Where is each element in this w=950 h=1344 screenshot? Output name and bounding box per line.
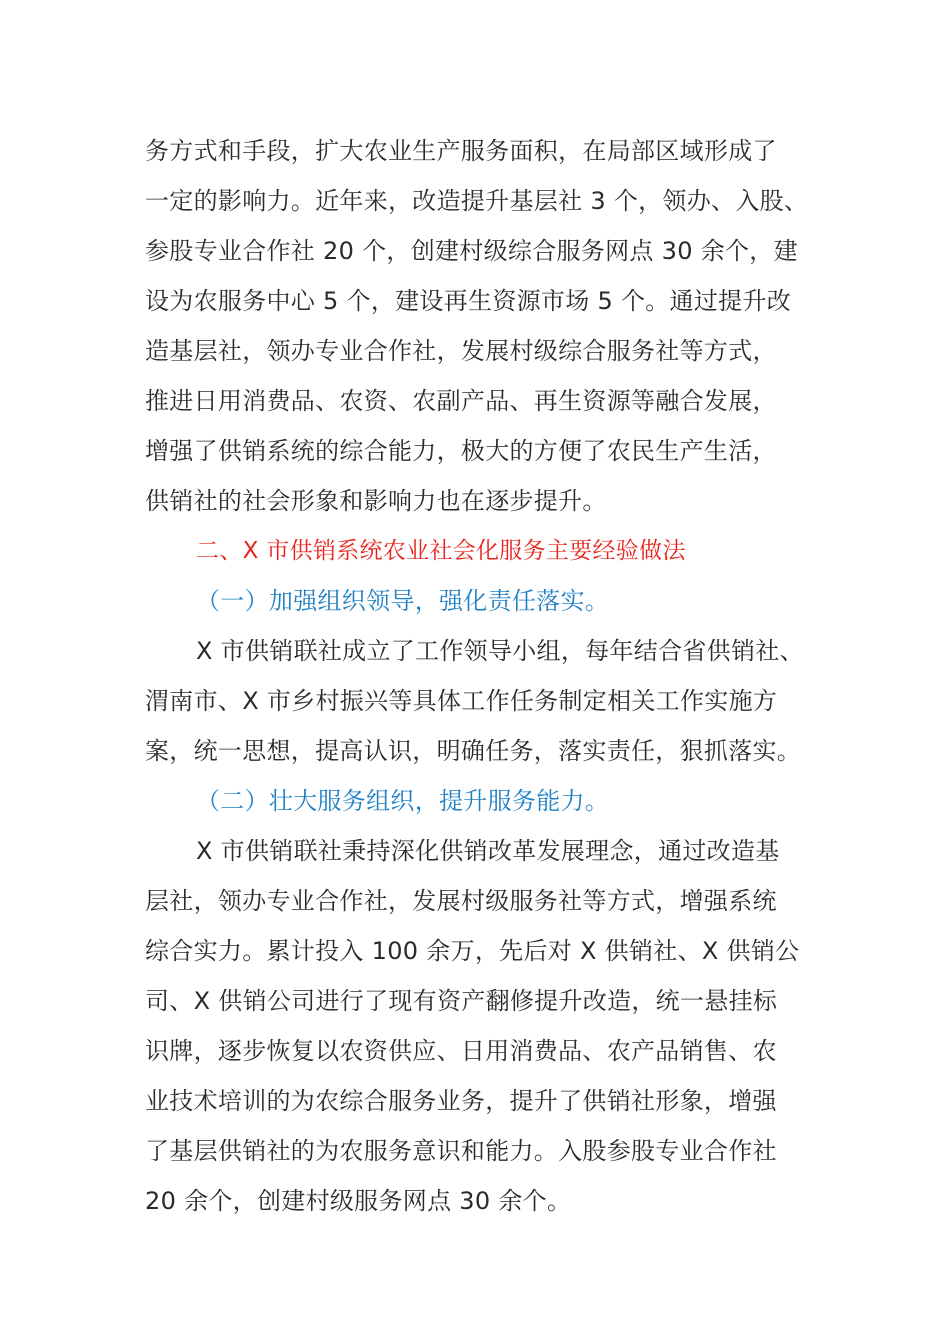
text-line: 案，统一思想，提高认识，明确任务，落实责任，狠抓落实。 (145, 737, 802, 765)
text-line: 了基层供销社的为农服务意识和能力。入股参股专业合作社 (145, 1137, 777, 1165)
text-line: 业技术培训的为农综合服务业务，提升了供销社形象，增强 (145, 1087, 777, 1115)
subsection-heading-1: （一）加强组织领导，强化责任落实。 (196, 587, 610, 615)
text-line: 增强了供销系统的综合能力，极大的方便了农民生产生活， (145, 437, 777, 465)
text-line: 推进日用消费品、农资、农副产品、再生资源等融合发展， (145, 387, 777, 415)
text-line: 供销社的社会形象和影响力也在逐步提升。 (145, 487, 607, 515)
paragraph-1 (145, 126, 810, 526)
text-line: 层社，领办专业合作社，发展村级服务社等方式，增强系统 (145, 887, 777, 915)
text-line: 综合实力。累计投入 100 余万，先后对 X 供销社、X 供销公 (145, 937, 800, 965)
text-line: 设为农服务中心 5 个，建设再生资源市场 5 个。通过提升改 (145, 287, 792, 315)
text-line: 造基层社，领办专业合作社，发展村级综合服务社等方式， (145, 337, 777, 365)
subsection-heading-2: （二）壮大服务组织，提升服务能力。 (196, 787, 610, 815)
document-body (145, 126, 810, 1226)
text-line: 务方式和手段，扩大农业生产服务面积，在局部区域形成了 (145, 137, 777, 165)
section-heading: 二、X 市供销系统农业社会化服务主要经验做法 (196, 538, 686, 564)
paragraph-3 (145, 826, 810, 1226)
text-line: 识牌，逐步恢复以农资供应、日用消费品、农产品销售、农 (145, 1037, 777, 1065)
text-line: 渭南市、X 市乡村振兴等具体工作任务制定相关工作实施方 (145, 687, 778, 715)
paragraph-2 (145, 626, 810, 776)
text-line: X 市供销联社成立了工作领导小组，每年结合省供销社、 (196, 637, 804, 665)
text-line: 一定的影响力。近年来，改造提升基层社 3 个，领办、入股、 (145, 187, 809, 215)
text-line: X 市供销联社秉持深化供销改革发展理念，通过改造基 (196, 837, 780, 865)
text-line: 20 余个，创建村级服务网点 30 余个。 (145, 1187, 572, 1215)
text-line: 参股专业合作社 20 个，创建村级综合服务网点 30 余个，建 (145, 237, 798, 265)
text-line: 司、X 供销公司进行了现有资产翻修提升改造，统一悬挂标 (145, 987, 778, 1015)
